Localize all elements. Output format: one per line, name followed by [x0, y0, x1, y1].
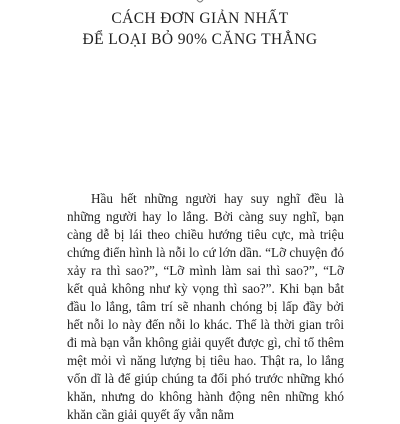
body-paragraph: Hầu hết những người hay suy nghĩ đều là những người hay lo lắng. Bởi càng suy nghĩ, bạn càng dễ bị lái theo chiều hướng tiêu cực, mà triệu chứng điển hình là nỗi lo cứ lớn dần. “Lỡ chuyện đó xảy ra thì sao?”, “Lỡ mình làm sai thì sao?”, “Lỡ kết quả không như kỳ vọng thì sao?”. Khi bạn bắt đầu lo lắng, tâm trí sẽ nhanh chóng bị lấp đầy bởi hết nỗi lo này đến nỗi lo khác. Thế là thời gian trôi đi mà bạn vẫn không giải quyết được gì, chỉ tổ thêm mệt mỏi vì năng lượng bị tiêu hao. Thật ra, lo lắng vốn dĩ là để giúp chúng ta đối phó trước những khó khăn, nhưng do không hành động nên những khó khăn cần giải quyết ấy vẫn nằm: [67, 191, 344, 422]
ornament-icon: [195, 0, 205, 5]
chapter-title-line-1: CÁCH ĐƠN GIẢN NHẤT: [111, 10, 289, 27]
chapter-title-line-2: ĐỂ LOẠI BỎ 90% CĂNG THẲNG: [82, 31, 318, 48]
chapter-title: [0, 8, 400, 50]
